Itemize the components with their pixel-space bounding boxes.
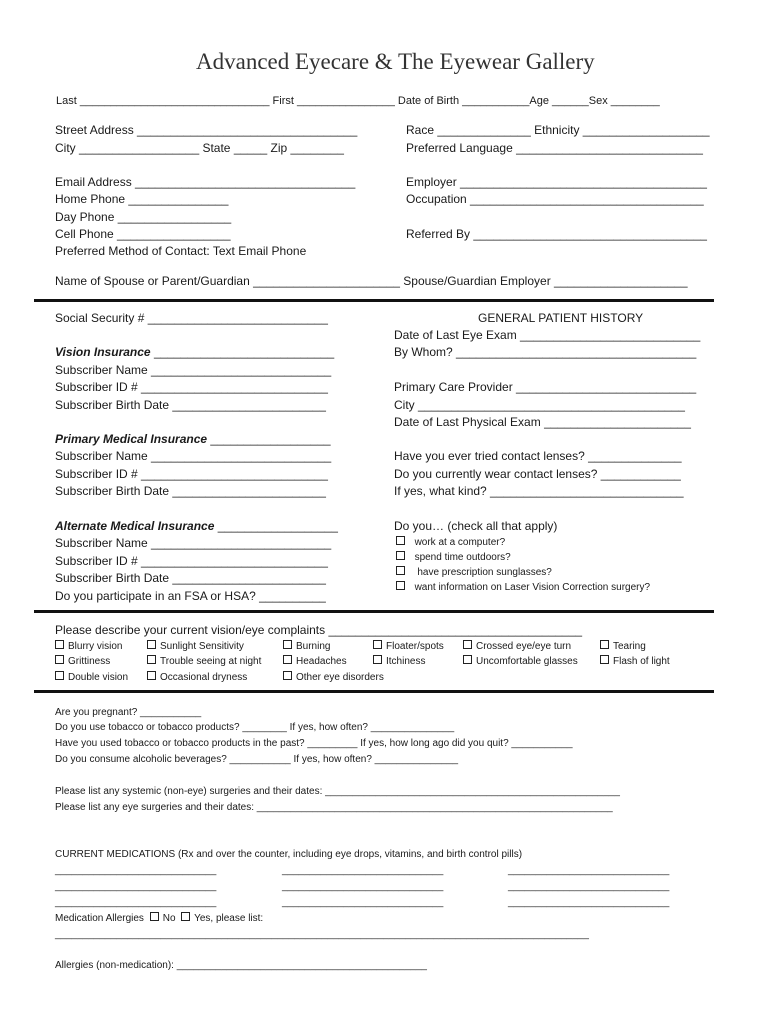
complaint-label: Grittiness — [68, 656, 111, 667]
complaint-option[interactable] — [600, 640, 646, 652]
do-you-item-label: work at a computer? — [414, 537, 506, 548]
contacts-tried-field[interactable]: Have you ever tried contact lenses? ______________ — [394, 449, 682, 463]
checkbox-icon[interactable] — [283, 640, 292, 649]
primary-subscriber-name-field[interactable]: Subscriber Name ___________________________ — [55, 449, 332, 463]
spouse-guardian-field[interactable]: Name of Spouse or Parent/Guardian ______________________ Spouse/Guardian Employer ____________________ — [55, 274, 688, 288]
vision-insurance-field[interactable] — [55, 345, 334, 359]
complaint-label: Crossed eye/eye turn — [476, 641, 572, 652]
alcohol-field[interactable]: Do you consume alcoholic beverages? ___________ If yes, how often? _______________ — [55, 754, 459, 765]
checkbox-icon[interactable] — [463, 655, 472, 664]
occupation-field[interactable]: Occupation ___________________________________ — [406, 192, 704, 206]
vision-birth-date-field[interactable]: Subscriber Birth Date _______________________ — [55, 398, 326, 412]
eye-surgeries-field[interactable]: Please list any eye surgeries and their dates: ________________________________________________________________ — [55, 802, 613, 813]
checkbox-icon[interactable] — [600, 640, 609, 649]
form-title: Advanced Eyecare & The Eyewear Gallery — [196, 49, 595, 74]
checkbox-icon[interactable] — [55, 671, 64, 680]
do-you-item-label: spend time outdoors? — [414, 552, 511, 563]
section-divider — [34, 610, 714, 613]
checkbox-icon[interactable] — [181, 912, 190, 921]
alternate-birth-date-field[interactable]: Subscriber Birth Date _______________________ — [55, 571, 326, 585]
home-phone-field[interactable]: Home Phone _______________ — [55, 192, 229, 206]
complaint-label: Headaches — [296, 656, 347, 667]
history-city-field[interactable]: City ________________________________________ — [394, 398, 685, 412]
by-whom-field[interactable]: By Whom? ____________________________________ — [394, 345, 697, 359]
checkbox-icon[interactable] — [396, 536, 405, 545]
complaint-option[interactable] — [147, 640, 244, 652]
street-address-field[interactable]: Street Address _________________________________ — [55, 123, 358, 137]
referred-by-field[interactable]: Referred By ___________________________________ — [406, 227, 707, 241]
email-field[interactable]: Email Address _________________________________ — [55, 175, 356, 189]
checkbox-icon[interactable] — [55, 655, 64, 664]
complaint-label: Trouble seeing at night — [160, 656, 262, 667]
complaint-label: Burning — [296, 641, 331, 652]
primary-medical-field[interactable] — [55, 432, 331, 446]
allergies-list-line[interactable]: ________________________________________________________________________________________________ — [55, 929, 589, 940]
medication-line[interactable]: _____________________________ — [508, 865, 670, 876]
do-you-item-label: want information on Laser Vision Correction surgery? — [414, 582, 651, 593]
primary-care-field[interactable]: Primary Care Provider ___________________________ — [394, 380, 697, 394]
checkbox-icon[interactable] — [283, 655, 292, 664]
vision-subscriber-id-field[interactable]: Subscriber ID # ____________________________ — [55, 380, 328, 394]
complaint-option[interactable] — [463, 655, 578, 667]
complaint-option[interactable] — [55, 655, 110, 667]
medication-line[interactable]: _____________________________ — [282, 897, 444, 908]
ssn-field[interactable]: Social Security # ___________________________ — [55, 311, 328, 325]
vision-subscriber-name-field[interactable]: Subscriber Name ___________________________ — [55, 363, 332, 377]
checkbox-icon[interactable] — [396, 551, 405, 560]
alternate-medical-field[interactable] — [55, 519, 338, 533]
checkbox-icon[interactable] — [55, 640, 64, 649]
vision-insurance-line: ___________________________ — [153, 345, 335, 359]
complaint-option[interactable] — [373, 640, 444, 652]
systemic-surgeries-field[interactable]: Please list any systemic (non-eye) surgeries and their dates: _____________________________________________________ — [55, 786, 620, 797]
tobacco-field[interactable]: Do you use tobacco or tobacco products? ________ If yes, how often? _______________ — [55, 722, 455, 733]
complaint-label: Floater/spots — [386, 641, 444, 652]
complaint-option[interactable] — [283, 655, 347, 667]
history-heading: GENERAL PATIENT HISTORY — [478, 311, 644, 325]
no-allergies-label: No — [162, 913, 176, 924]
checkbox-icon[interactable] — [283, 671, 292, 680]
primary-birth-date-field[interactable]: Subscriber Birth Date _______________________ — [55, 484, 326, 498]
complaint-label: Uncomfortable glasses — [476, 656, 578, 667]
preferred-contact-field[interactable]: Preferred Method of Contact: Text Email Phone — [55, 244, 307, 258]
checkbox-icon[interactable] — [147, 671, 156, 680]
checkbox-icon[interactable] — [600, 655, 609, 664]
primary-medical-line: __________________ — [210, 432, 331, 446]
last-physical-field[interactable]: Date of Last Physical Exam ______________________ — [394, 415, 691, 429]
do-you-item[interactable] — [396, 536, 505, 548]
employer-field[interactable]: Employer _____________________________________ — [406, 175, 707, 189]
pregnant-field[interactable]: Are you pregnant? ___________ — [55, 707, 202, 718]
medication-line[interactable]: _____________________________ — [55, 865, 217, 876]
complaint-option[interactable] — [600, 655, 670, 667]
checkbox-icon[interactable] — [147, 655, 156, 664]
section-divider — [34, 299, 714, 302]
checkbox-icon[interactable] — [373, 640, 382, 649]
day-phone-field[interactable]: Day Phone _________________ — [55, 210, 232, 224]
checkbox-icon[interactable] — [396, 566, 405, 575]
checkbox-icon[interactable] — [150, 912, 159, 921]
complaint-option[interactable] — [283, 640, 330, 652]
complaint-option[interactable] — [147, 671, 247, 683]
checkbox-icon[interactable] — [373, 655, 382, 664]
primary-medical-heading: Primary Medical Insurance — [55, 432, 208, 446]
yes-allergies-label: Yes, please list: — [194, 913, 264, 924]
cell-phone-field[interactable]: Cell Phone _________________ — [55, 227, 231, 241]
complaint-label: Other eye disorders — [296, 672, 384, 683]
city-state-zip-field[interactable]: City __________________ State _____ Zip ________ — [55, 141, 344, 155]
complaint-option[interactable] — [55, 640, 122, 652]
complaint-option[interactable] — [55, 671, 128, 683]
medication-allergies-label: Medication Allergies — [55, 913, 144, 924]
contacts-kind-field[interactable]: If yes, what kind? _____________________________ — [394, 484, 684, 498]
medication-line[interactable]: _____________________________ — [55, 881, 217, 892]
non-medication-allergies-field[interactable]: Allergies (non-medication): _____________________________________________ — [55, 960, 427, 971]
medication-line[interactable]: _____________________________ — [282, 865, 444, 876]
section-divider — [34, 690, 714, 693]
checkbox-icon[interactable] — [147, 640, 156, 649]
checkbox-icon[interactable] — [396, 581, 405, 590]
primary-subscriber-id-field[interactable]: Subscriber ID # ____________________________ — [55, 467, 328, 481]
tobacco-past-field[interactable]: Have you used tobacco or tobacco products in the past? _________ If yes, how long ago did you quit? ___________ — [55, 738, 573, 749]
complaints-field[interactable]: Please describe your current vision/eye complaints ______________________________________ — [55, 623, 583, 637]
checkbox-icon[interactable] — [463, 640, 472, 649]
medications-heading: CURRENT MEDICATIONS (Rx and over the counter, including eye drops, vitamins, and birth control pills) — [55, 849, 523, 860]
do-you-item[interactable] — [396, 566, 552, 578]
do-you-item[interactable] — [396, 581, 650, 593]
alternate-subscriber-name-field[interactable]: Subscriber Name ___________________________ — [55, 536, 332, 550]
complaint-label: Occasional dryness — [160, 672, 248, 683]
preferred-language-field[interactable]: Preferred Language ____________________________ — [406, 141, 703, 155]
race-ethnicity-field[interactable]: Race ______________ Ethnicity ___________________ — [406, 123, 710, 137]
contacts-wear-field[interactable]: Do you currently wear contact lenses? ____________ — [394, 467, 681, 481]
complaint-option[interactable] — [463, 640, 571, 652]
medication-line[interactable]: _____________________________ — [55, 897, 217, 908]
fsa-hsa-field[interactable]: Do you participate in an FSA or HSA? __________ — [55, 589, 326, 603]
last-eye-exam-field[interactable]: Date of Last Eye Exam ___________________________ — [394, 328, 701, 342]
complaint-label: Double vision — [68, 672, 129, 683]
alternate-medical-heading: Alternate Medical Insurance — [55, 519, 215, 533]
complaint-label: Sunlight Sensitivity — [160, 641, 244, 652]
medication-line[interactable]: _____________________________ — [508, 897, 670, 908]
do-you-item-label: have prescription sunglasses? — [414, 567, 552, 578]
complaint-label: Flash of light — [613, 656, 670, 667]
complaint-label: Itchiness — [386, 656, 426, 667]
complaint-option[interactable] — [283, 671, 384, 683]
complaint-option[interactable] — [147, 655, 261, 667]
medication-line[interactable]: _____________________________ — [508, 881, 670, 892]
complaint-label: Tearing — [613, 641, 646, 652]
alternate-medical-line: __________________ — [217, 519, 338, 533]
patient-name-line[interactable]: Last _______________________________ First ________________ Date of Birth ___________Age ______Sex ________ — [56, 95, 660, 107]
alternate-subscriber-id-field[interactable]: Subscriber ID # ____________________________ — [55, 554, 328, 568]
do-you-heading: Do you… (check all that apply) — [394, 519, 558, 533]
do-you-item[interactable] — [396, 551, 511, 563]
complaint-option[interactable] — [373, 655, 425, 667]
complaint-label: Blurry vision — [68, 641, 123, 652]
medication-line[interactable]: _____________________________ — [282, 881, 444, 892]
vision-insurance-heading: Vision Insurance — [55, 345, 151, 359]
medication-allergies-row — [55, 912, 263, 924]
